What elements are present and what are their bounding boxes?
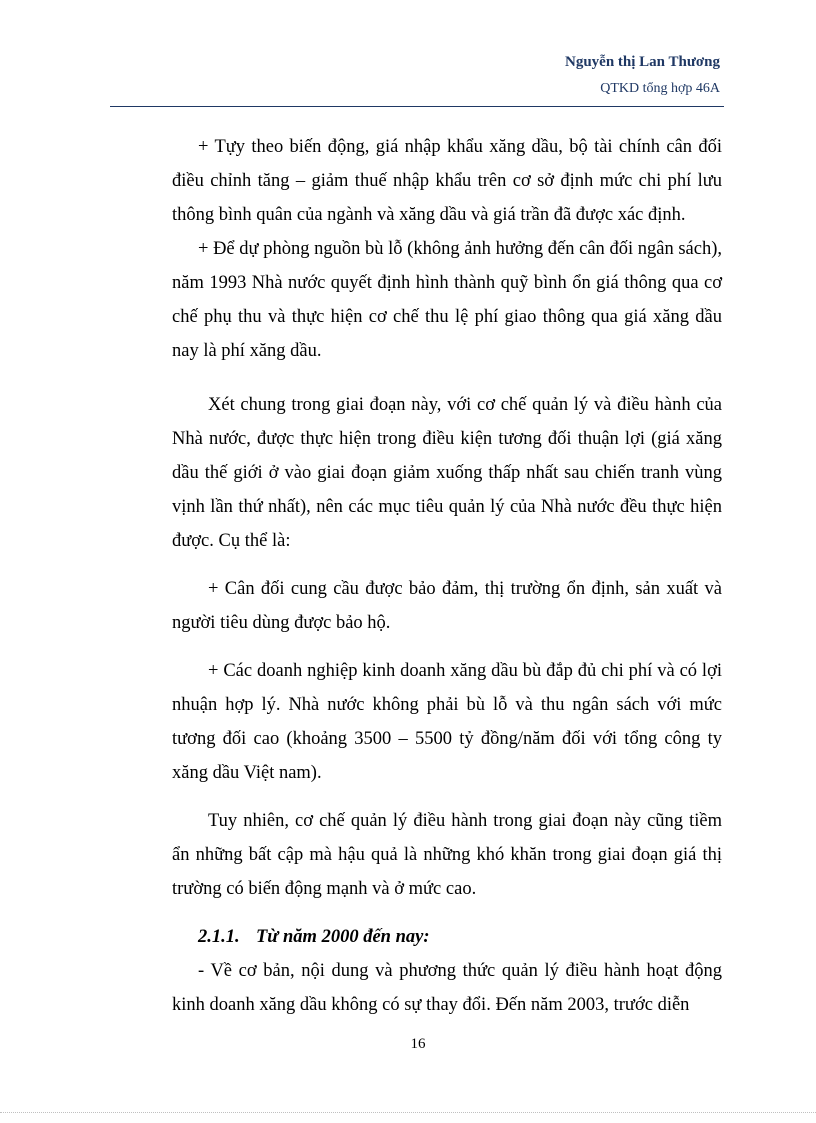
- paragraph-limitations: Tuy nhiên, cơ chế quản lý điều hành trong giai đoạn này cũng tiềm ẩn những bất cập mà hậu quả là những khó khăn trong giai đoạn giá thị trường có biến động mạnh và ở mức cao.: [172, 811, 722, 899]
- page-bottom-border: [0, 1112, 816, 1113]
- document-body: [172, 130, 722, 1022]
- paragraph-tax-adjustment: + Tựy theo biến động, giá nhập khẩu xăng dầu, bộ tài chính cân đối điều chỉnh tăng – giảm thuế nhập khẩu trên cơ sở định mức chi phí lưu thông bình quân của ngành và xăng dầu và giá trần đã được xác định.: [172, 137, 722, 225]
- header-divider: [110, 106, 724, 107]
- paragraph-general-assessment: Xét chung trong giai đoạn này, với cơ chế quản lý và điều hành của Nhà nước, được thực hiện trong điều kiện tương đối thuận lợi (giá xăng dầu thế giới ở vào giai đoạn giảm xuống thấp nhất sau chiến tranh vùng vịnh lần thứ nhất), nên các mục tiêu quản lý của Nhà nước đều thực hiện được. Cụ thể là:: [172, 395, 722, 551]
- page-header: [565, 52, 720, 98]
- paragraph-stabilization-fund: + Để dự phòng nguồn bù lỗ (không ảnh hưởng đến cân đối ngân sách), năm 1993 Nhà nước quyết định hình thành quỹ bình ổn giá thông qua cơ chế phụ thu và thực hiện cơ chế thu lệ phí giao thông qua giá xăng dầu nay là phí xăng dầu.: [172, 239, 722, 361]
- section-title: Từ năm 2000 đến nay:: [256, 927, 430, 947]
- paragraph-enterprises: + Các doanh nghiệp kinh doanh xăng dầu bù đắp đủ chi phí và có lợi nhuận hợp lý. Nhà nước không phải bù lỗ và thu ngân sách với mức tương đối cao (khoảng 3500 – 5500 tỷ đồng/năm đối với tổng công ty xăng dầu Việt nam).: [172, 661, 722, 783]
- paragraph-supply-demand: + Cân đối cung cầu được bảo đảm, thị trường ổn định, sản xuất và người tiêu dùng được bảo hộ.: [172, 579, 722, 633]
- header-author: Nguyễn thị Lan Thương: [564, 54, 720, 70]
- section-heading: [172, 920, 722, 954]
- paragraph-since-2000: - Về cơ bản, nội dung và phương thức quản lý điều hành hoạt động kinh doanh xăng dầu không có sự thay đổi. Đến năm 2003, trước diễn: [172, 961, 722, 1015]
- section-number: 2.1.1.: [198, 927, 240, 947]
- page-number: 16: [410, 1036, 426, 1052]
- header-subtitle: QTKD tổng hợp 46A: [600, 81, 720, 96]
